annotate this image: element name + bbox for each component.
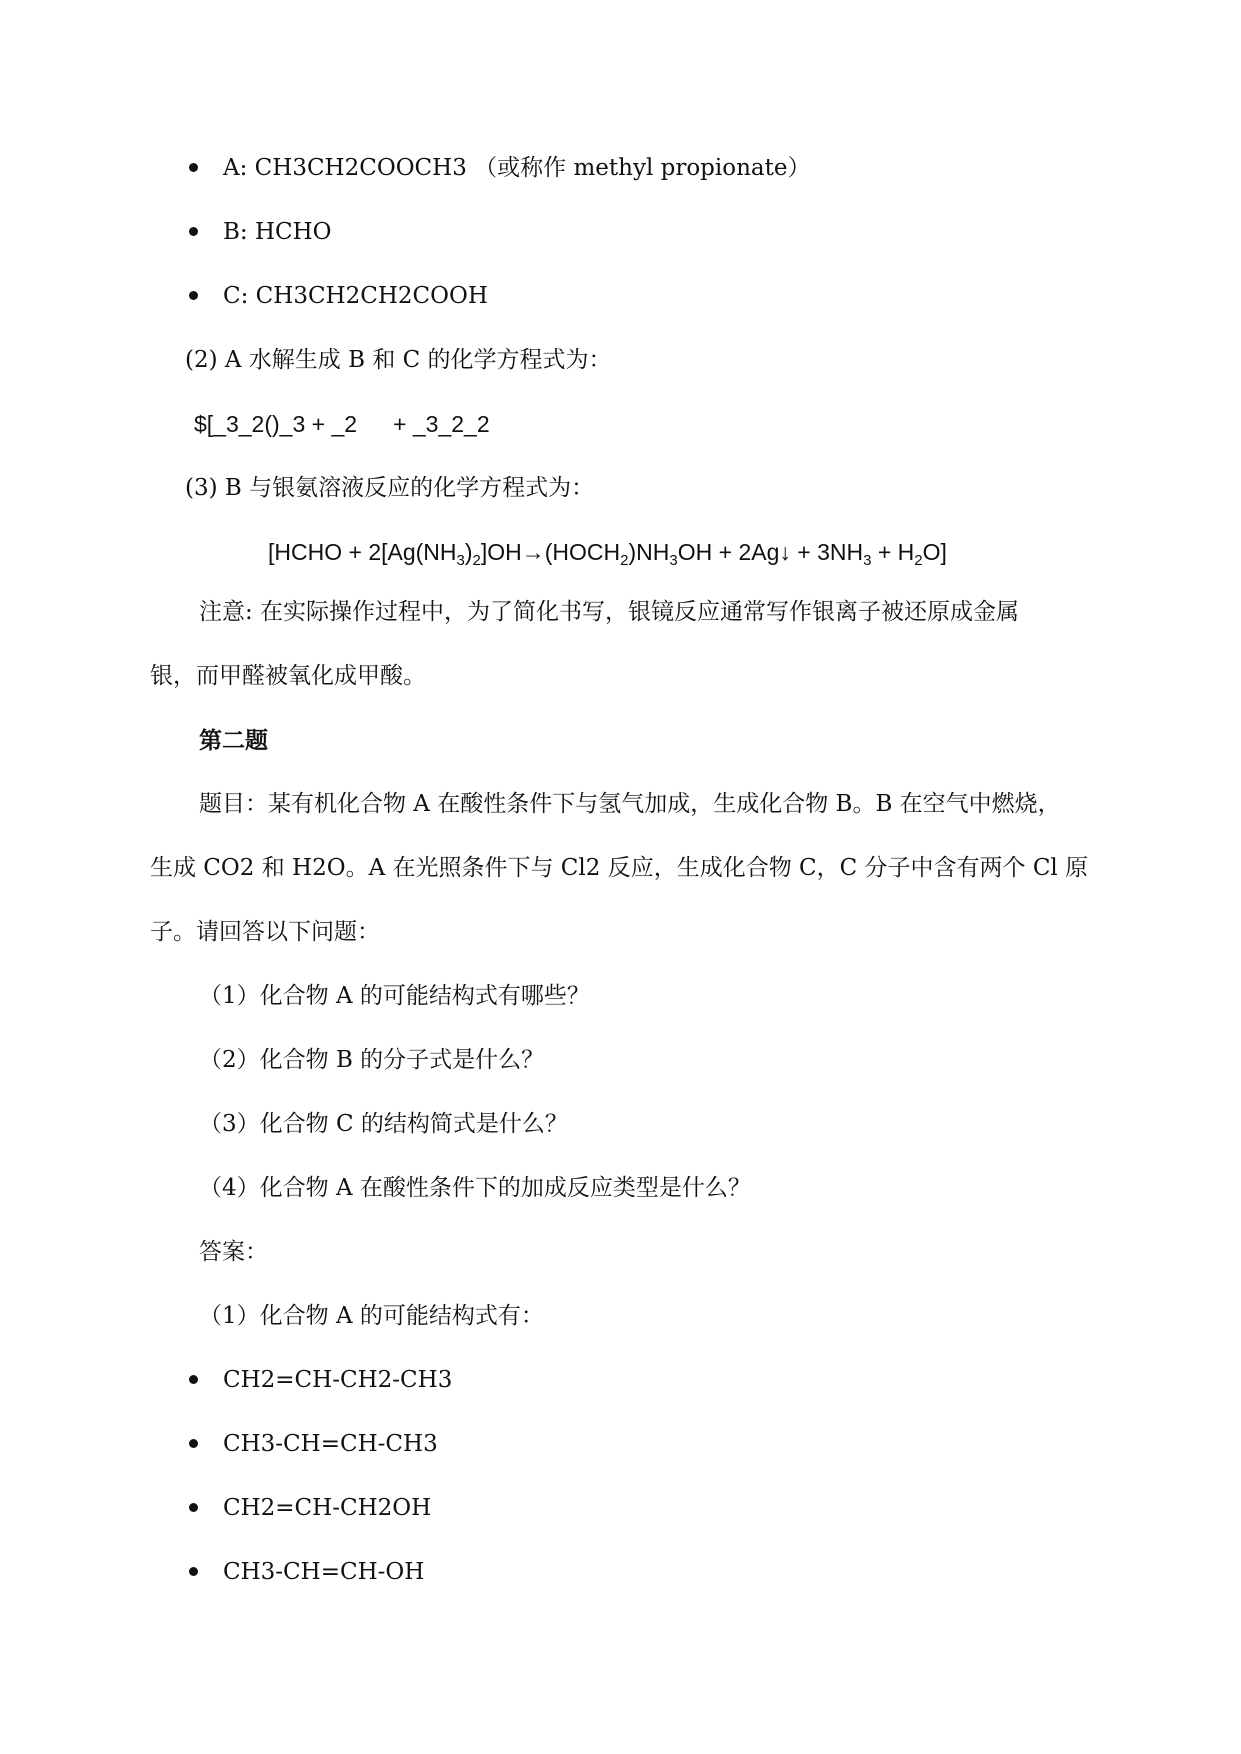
question-text: 题目：某有机化合物 A 在酸性条件下与氢气加成，生成化合物 B。B 在空气中燃烧， [199,791,1061,817]
eq-subscript: 2 [914,552,923,569]
eq-subscript: 3 [669,552,678,569]
eq-subscript: 3 [863,552,872,569]
question-3-label: (3) B 与银氨溶液反应的化学方程式为： [185,475,595,501]
note-line-2 [150,660,426,692]
question-2-label: (2) A 水解生成 B 和 C 的化学方程式为： [185,347,612,373]
bullet-note: （或称作 methyl propionate） [474,155,811,181]
list-item [223,280,488,312]
question-text: 子。请回答以下问题： [150,919,380,945]
list-item [223,216,332,248]
structure-formula: CH2=CH-CH2-CH3 [223,1367,453,1393]
question-line [199,788,1061,820]
answer-label-text: 答案： [199,1239,268,1265]
question-line [150,916,380,948]
bullet-dot [189,1375,198,1384]
subquestion-1 [199,980,590,1012]
eq-part: O] [922,539,947,565]
structure-formula: CH2=CH-CH2OH [223,1495,432,1521]
equation-right: + _3_2_2 [393,411,490,437]
question-2-equation [194,408,490,440]
subquestion-text: （2）化合物 B 的分子式是什么？ [199,1047,545,1073]
bullet-dot [189,163,198,172]
subquestion-2 [199,1044,544,1076]
subquestion-text: （3）化合物 C 的结构简式是什么？ [199,1111,568,1137]
subquestion-4 [199,1172,751,1204]
list-item [223,152,811,184]
bullet-dot [189,1503,198,1512]
eq-subscript: 2 [620,552,629,569]
bullet-formula: HCHO [254,219,332,245]
eq-part: [HCHO + 2[Ag(NH [268,539,457,565]
question-line [150,852,1088,884]
list-item [223,1492,431,1524]
eq-part: OH + 2Ag↓ + 3NH [677,539,864,565]
bullet-label: A: [223,155,248,181]
bullet-dot [189,1439,198,1448]
answer-label [199,1236,268,1268]
list-item [223,1556,424,1588]
answer-1-intro [199,1300,544,1332]
answer-text: （1）化合物 A 的可能结构式有： [199,1303,544,1329]
eq-part: )NH [628,539,670,565]
note-text: 注意: 在实际操作过程中，为了简化书写，银镜反应通常写作银离子被还原成金属 [199,599,1020,625]
section-heading [199,724,268,756]
bullet-dot [189,1567,198,1576]
list-item [223,1364,452,1396]
question-3-text [185,472,594,504]
note-line-1 [199,596,1019,628]
bullet-dot [189,227,198,236]
subquestion-text: （4）化合物 A 在酸性条件下的加成反应类型是什么？ [199,1175,751,1201]
equation-left: $[_3_2()_3 + _2 [194,411,358,437]
eq-subscript: 3 [456,552,465,569]
bullet-formula: CH3CH2COOCH3 [254,155,467,181]
bullet-label: C: [223,283,249,309]
subquestion-text: （1）化合物 A 的可能结构式有哪些？ [199,983,590,1009]
eq-subscript: 2 [472,552,481,569]
note-text: 银，而甲醛被氧化成甲酸。 [150,663,426,689]
list-item [223,1428,438,1460]
subquestion-3 [199,1108,568,1140]
question-3-equation [268,536,947,568]
eq-part: + H [871,539,915,565]
structure-formula: CH3-CH=CH-CH3 [223,1431,438,1457]
bullet-dot [189,291,198,300]
question-2-text [185,344,612,376]
eq-part: ]OH→(HOCH [480,539,621,565]
eq-part: ) [464,539,473,565]
question-text: 生成 CO2 和 H2O。A 在光照条件下与 Cl2 反应，生成化合物 C，C 分子中含有两个 Cl 原 [150,855,1089,881]
bullet-formula: CH3CH2CH2COOH [255,283,488,309]
heading-text: 第二题 [199,727,268,753]
bullet-label: B: [223,219,248,245]
structure-formula: CH3-CH=CH-OH [223,1559,425,1585]
